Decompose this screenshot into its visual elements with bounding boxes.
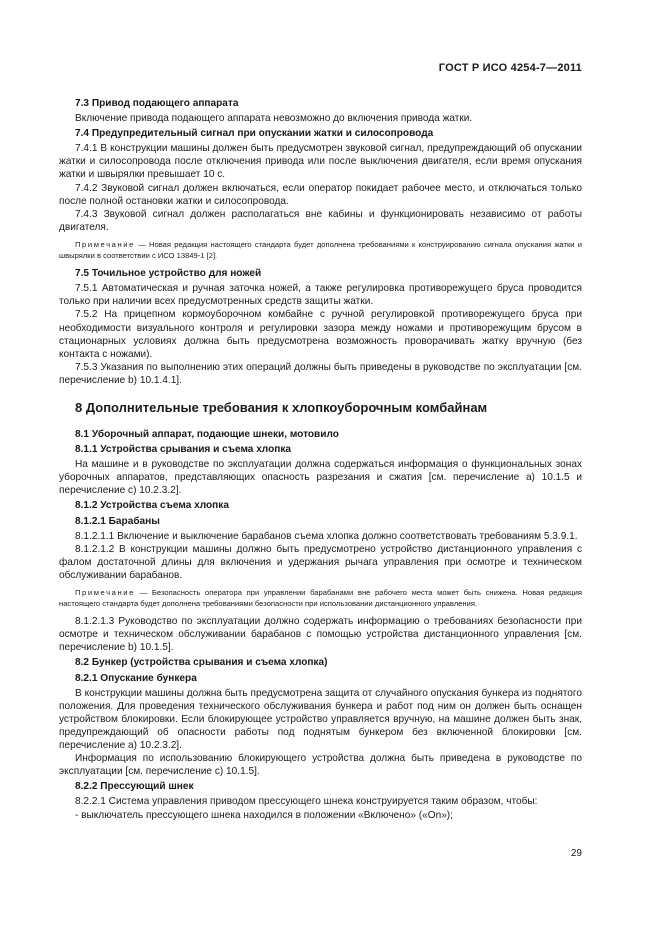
section-8-1-2-1-1: 8.1.2.1.1 Включение и выключение барабанов съема хлопка должно соответствовать требованиям 5.3.9.1.: [75, 530, 578, 542]
section-8-1-2-title: 8.1.2 Устройства съема хлопка: [75, 500, 229, 512]
note-2-text: — Безопасность оператора при управлении барабанами вне рабочего места может быть снижена. Новая редакция настоящего стандарта будет дополнена требованиями безопасности при использовании дистанционного управления.: [59, 588, 582, 608]
note-1-label: Примечание: [75, 239, 135, 249]
section-8-2-2-1: 8.2.2.1 Система управления приводом прессующего шнека конструируется таким образом, чтобы:: [75, 796, 538, 808]
section-7-3-title: 7.3 Привод подающего аппарата: [75, 98, 239, 109]
note-1-text: — Новая редакция настоящего стандарта будет дополнена требованиями к конструированию сигнала опускания жатки и швырялки в соответствии с ИСО 13849-1 [2].: [59, 239, 582, 260]
page-number: 29: [570, 848, 582, 859]
section-8-title: 8 Дополнительные требования к хлопкоуборочным комбайнам: [75, 399, 488, 415]
section-8-1-2-1-title: 8.1.2.1 Барабаны: [75, 515, 160, 527]
section-7-4-title: 7.4 Предупредительный сигнал при опускании жатки и силосопровода: [75, 128, 434, 140]
section-8-1-1-text: На машине и в руководстве по эксплуатации должна содержаться информация о функциональных зонах уборочных аппаратов, представляющих опасность разрезания и сжатия [см. перечисление а) 10.1.5 и перечисление с) 10.2.3.2].: [59, 459, 582, 497]
note-2-label: Примечание: [75, 588, 135, 597]
section-7-5-title: 7.5 Точильное устройство для ножей: [75, 268, 262, 280]
note-2: [59, 588, 582, 609]
section-8-2-1-text-1: В конструкции машины должна быть предусмотрена защита от случайного опускания бункера из поднятого положения. Для проведения технического обслуживания бункера и работ под ним он должен быть оснащен устройством блокировки. Если блокирующее устройство управляется вручную, на машине должен быть знак, предупреждающий об опасности работы под поднятым бункером без включенной блокировки [см. перечисление а) 10.2.3.2].: [59, 687, 582, 752]
section-8-2-2-1-list-item: - выключатель прессующего шнека находился в положении «Включено» («On»);: [75, 809, 453, 821]
section-8-1-2-1-2: 8.1.2.1.2 В конструкции машины должно быть предусмотрено устройство дистанционного управления с фалом достаточной длины для включения и удержания рычага управления при осмотре и техническом обслуживании барабанов.: [59, 543, 582, 581]
section-7-5-3: 7.5.3 Указания по выполнению этих операций должны быть приведены в руководстве по эксплуатации [см. перечисление b) 10.1.4.1].: [59, 361, 582, 386]
section-8-1-title: 8.1 Уборочный аппарат, подающие шнеки, мотовило: [75, 428, 339, 440]
note-1: [59, 240, 582, 261]
section-8-1-2-1-3: 8.1.2.1.3 Руководство по эксплуатации должно содержать информацию о требованиях безопасности при осмотре и техническом обслуживании барабанов с помощью устройства дистанционного управления [см. перечисление b) 10.1.5].: [59, 616, 582, 654]
section-8-2-1-text-2: Информация по использованию блокирующего устройства должна быть приведена в руководстве по эксплуатации [см. перечисление с) 10.1.5].: [59, 753, 582, 778]
section-7-4-1: 7.4.1 В конструкции машины должен быть предусмотрен звуковой сигнал, предупреждающий об опускании жатки и силосопровода после отключения привода или после выключения двигателя, если время опускания жатки и швырялки превышает 10 с.: [59, 143, 582, 181]
section-7-3-text: Включение привода подающего аппарата невозможно до включения привода жатки.: [75, 113, 473, 125]
section-7-4-2: 7.4.2 Звуковой сигнал должен включаться, если оператор покидает рабочее место, и отключаться только после полной остановки жатки и силосопровода.: [59, 182, 582, 207]
section-8-1-1-title: 8.1.1 Устройства срывания и съема хлопка: [75, 444, 292, 456]
document-id-header: ГОСТ Р ИСО 4254-7—2011: [438, 62, 582, 74]
section-7-5-2: 7.5.2 На прицепном кормоуборочном комбайне с ручной регулировкой противорежущего бруса при необходимости визуального контроля и регулировки зазора между ножами и противорежущим брусом в стационарных условиях должна быть предусмотрена возможность проворачивать жатку вручную (без контакта с ножами).: [59, 309, 582, 360]
document-body: [59, 95, 582, 822]
section-8-2-1-title: 8.2.1 Опускание бункера: [75, 672, 197, 684]
section-8-2-2-title: 8.2.2 Прессующий шнек: [75, 781, 194, 793]
section-8-2-title: 8.2 Бункер (устройства срывания и съема хлопка): [75, 657, 328, 669]
section-7-4-3: 7.4.3 Звуковой сигнал должен располагаться вне кабины и функционировать независимо от работы двигателя.: [59, 208, 582, 233]
section-7-5-1: 7.5.1 Автоматическая и ручная заточка ножей, а также регулировка противорежущего бруса проводится только при наличии всех предусмотренных средств защиты жатки.: [59, 283, 582, 308]
